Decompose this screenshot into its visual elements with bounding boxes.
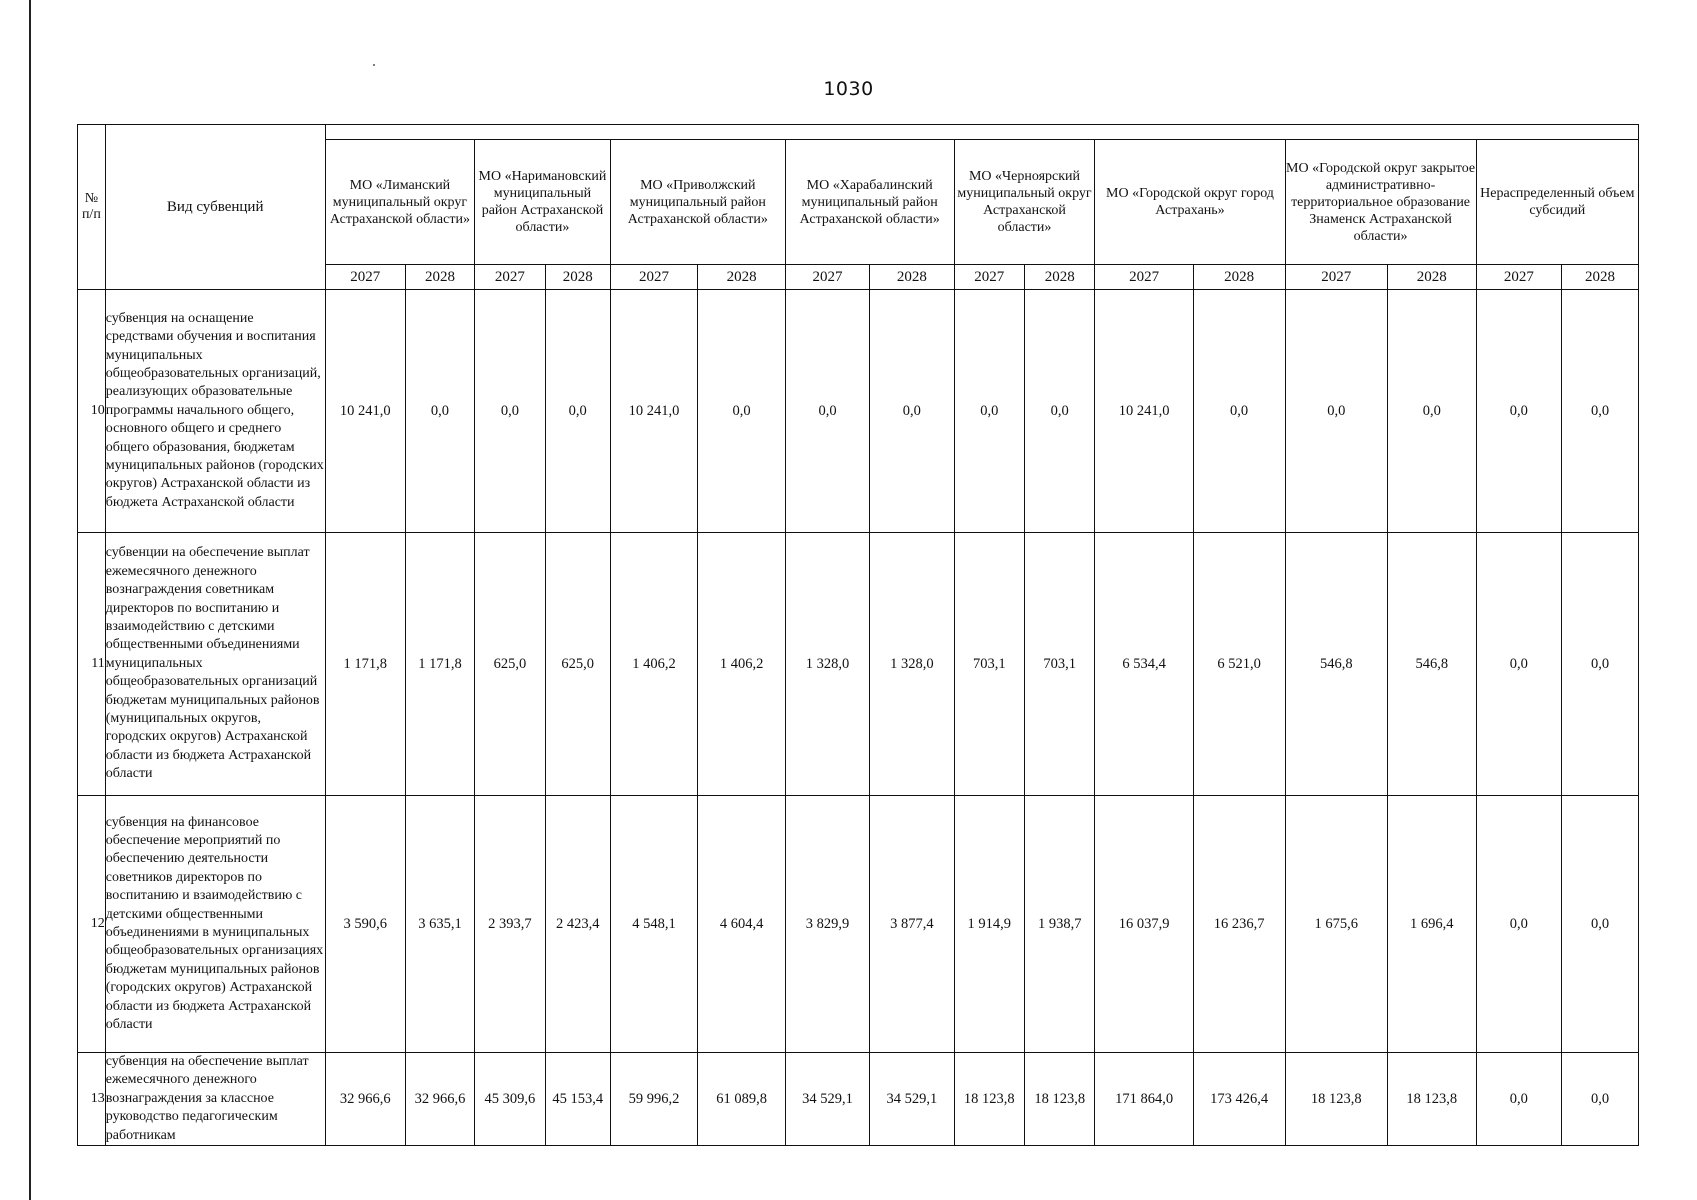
value-cell: 0,0	[785, 290, 869, 533]
value-cell: 10 241,0	[610, 290, 698, 533]
municipality-header: МО «Городской округ закрытое административно-территориальное образование Знаменск Астраханской области»	[1285, 140, 1476, 265]
municipality-header: МО «Наримановский муниципальный район Астраханской области»	[475, 140, 611, 265]
value-cell: 3 877,4	[870, 796, 954, 1053]
value-cell: 0,0	[475, 290, 545, 533]
value-cell: 1 171,8	[405, 533, 474, 796]
value-cell: 1 171,8	[325, 533, 405, 796]
year-header: 2028	[698, 265, 786, 290]
year-header: 2028	[1193, 265, 1285, 290]
value-cell: 10 241,0	[1095, 290, 1193, 533]
municipality-header: МО «Приволжский муниципальный район Астраханской области»	[610, 140, 785, 265]
value-cell: 0,0	[1562, 796, 1639, 1053]
value-cell: 3 829,9	[785, 796, 869, 1053]
year-header: 2027	[1095, 265, 1193, 290]
value-cell: 0,0	[1025, 290, 1095, 533]
value-cell: 0,0	[1193, 290, 1285, 533]
value-cell: 1 406,2	[698, 533, 786, 796]
municipality-header: Нераспределенный объем субсидий	[1476, 140, 1638, 265]
row-number: 10	[78, 290, 106, 533]
year-header: 2027	[325, 265, 405, 290]
value-cell: 0,0	[1562, 533, 1639, 796]
subvention-description: субвенция на обеспечение выплат ежемесячного денежного вознаграждения за классное руководство педагогическим работникам	[105, 1053, 325, 1146]
value-cell: 3 590,6	[325, 796, 405, 1053]
value-cell: 171 864,0	[1095, 1053, 1193, 1146]
subvention-description: субвенция на оснащение средствами обучения и воспитания муниципальных общеобразовательных организаций, реализующих образовательные программы начального общего, основного общего и среднего общего образования, бюджетам муниципальных районов (городских округов) Астраханской области из бюджета Астраханской области	[105, 290, 325, 533]
year-header: 2028	[545, 265, 610, 290]
year-header: 2028	[1562, 265, 1639, 290]
table-row	[78, 290, 1639, 533]
year-header: 2027	[954, 265, 1024, 290]
column-header-no: № п/п	[78, 125, 106, 290]
value-cell: 0,0	[1476, 290, 1561, 533]
value-cell: 2 423,4	[545, 796, 610, 1053]
year-header: 2027	[1285, 265, 1388, 290]
table-row	[78, 796, 1639, 1053]
value-cell: 546,8	[1388, 533, 1477, 796]
value-cell: 0,0	[1562, 290, 1639, 533]
subvention-description: субвенция на финансовое обеспечение мероприятий по обеспечению деятельности советников директоров по воспитанию и взаимодействию с детскими общественными объединениями в муниципальных общеобразовательных организациях бюджетам муниципальных районов (городских округов) Астраханской области из бюджета Астраханской области	[105, 796, 325, 1053]
table-row	[78, 533, 1639, 796]
row-number: 13	[78, 1053, 106, 1146]
value-cell: 3 635,1	[405, 796, 474, 1053]
value-cell: 18 123,8	[954, 1053, 1024, 1146]
municipality-header: МО «Городской округ город Астрахань»	[1095, 140, 1285, 265]
value-cell: 6 534,4	[1095, 533, 1193, 796]
value-cell: 1 406,2	[610, 533, 698, 796]
year-header: 2028	[405, 265, 474, 290]
value-cell: 32 966,6	[405, 1053, 474, 1146]
value-cell: 45 153,4	[545, 1053, 610, 1146]
year-header: 2028	[1025, 265, 1095, 290]
value-cell: 703,1	[954, 533, 1024, 796]
year-header: 2027	[610, 265, 698, 290]
value-cell: 2 393,7	[475, 796, 545, 1053]
scan-speck	[373, 64, 375, 66]
value-cell: 16 236,7	[1193, 796, 1285, 1053]
value-cell: 32 966,6	[325, 1053, 405, 1146]
value-cell: 61 089,8	[698, 1053, 786, 1146]
value-cell: 34 529,1	[870, 1053, 954, 1146]
table-row	[78, 1053, 1639, 1146]
value-cell: 0,0	[1562, 1053, 1639, 1146]
page-number: 1030	[823, 78, 874, 100]
subvention-description: субвенции на обеспечение выплат ежемесячного денежного вознаграждения советникам директоров по воспитанию и взаимодействию с детскими общественными объединениями муниципальных общеобразовательных организаций бюджетам муниципальных районов (муниципальных округов, городских округов) Астраханской области из бюджета Астраханской области	[105, 533, 325, 796]
municipality-header: МО «Лиманский муниципальный округ Астраханской области»	[325, 140, 474, 265]
left-margin-rule	[29, 0, 31, 1200]
municipality-header: МО «Харабалинский муниципальный район Астраханской области»	[785, 140, 954, 265]
value-cell: 625,0	[545, 533, 610, 796]
value-cell: 1 328,0	[785, 533, 869, 796]
value-cell: 703,1	[1025, 533, 1095, 796]
value-cell: 0,0	[545, 290, 610, 533]
value-cell: 1 696,4	[1388, 796, 1477, 1053]
value-cell: 546,8	[1285, 533, 1388, 796]
year-header: 2027	[1476, 265, 1561, 290]
value-cell: 0,0	[954, 290, 1024, 533]
value-cell: 4 548,1	[610, 796, 698, 1053]
value-cell: 59 996,2	[610, 1053, 698, 1146]
year-header: 2028	[1388, 265, 1477, 290]
value-cell: 45 309,6	[475, 1053, 545, 1146]
value-cell: 0,0	[1476, 1053, 1561, 1146]
year-header: 2027	[475, 265, 545, 290]
year-header: 2028	[870, 265, 954, 290]
value-cell: 1 328,0	[870, 533, 954, 796]
value-cell: 1 938,7	[1025, 796, 1095, 1053]
value-cell: 0,0	[1388, 290, 1477, 533]
value-cell: 0,0	[1476, 796, 1561, 1053]
year-header: 2027	[785, 265, 869, 290]
column-header-kind: Вид субвенций	[105, 125, 325, 290]
value-cell: 34 529,1	[785, 1053, 869, 1146]
value-cell: 173 426,4	[1193, 1053, 1285, 1146]
value-cell: 625,0	[475, 533, 545, 796]
value-cell: 16 037,9	[1095, 796, 1193, 1053]
value-cell: 10 241,0	[325, 290, 405, 533]
row-number: 12	[78, 796, 106, 1053]
subvention-table	[77, 124, 1639, 1146]
header-top-strip	[78, 125, 1639, 140]
header-strip-cell	[325, 125, 1638, 140]
municipality-header: МО «Черноярский муниципальный округ Астраханской области»	[954, 140, 1095, 265]
value-cell: 0,0	[405, 290, 474, 533]
value-cell: 18 123,8	[1025, 1053, 1095, 1146]
value-cell: 1 914,9	[954, 796, 1024, 1053]
value-cell: 0,0	[870, 290, 954, 533]
value-cell: 18 123,8	[1285, 1053, 1388, 1146]
value-cell: 6 521,0	[1193, 533, 1285, 796]
value-cell: 4 604,4	[698, 796, 786, 1053]
row-number: 11	[78, 533, 106, 796]
value-cell: 0,0	[698, 290, 786, 533]
value-cell: 1 675,6	[1285, 796, 1388, 1053]
value-cell: 18 123,8	[1388, 1053, 1477, 1146]
value-cell: 0,0	[1285, 290, 1388, 533]
value-cell: 0,0	[1476, 533, 1561, 796]
